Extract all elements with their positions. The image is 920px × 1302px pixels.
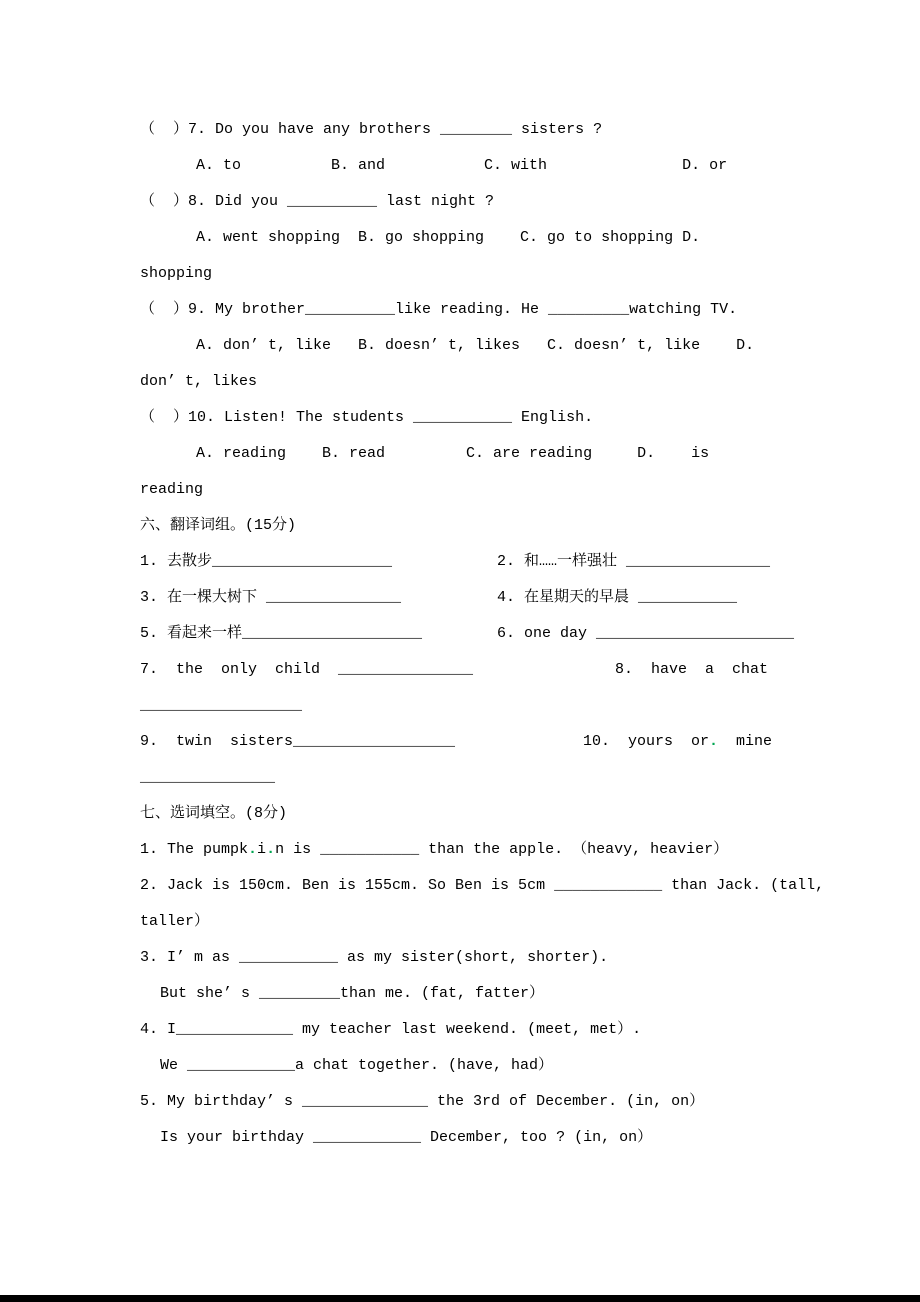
mc-question-7-options: A. to B. and C. with D. or bbox=[196, 157, 728, 174]
proofing-dot: . bbox=[709, 733, 719, 750]
translation-item-6: 6. one day ______________________ bbox=[497, 625, 795, 642]
mc-question-10-options: A. reading B. read C. are reading D. is bbox=[196, 445, 710, 462]
fill-blank-item-4-second-sentence: We ____________a chat together. (have, had） bbox=[160, 1057, 554, 1074]
text-run: i bbox=[257, 841, 267, 858]
mc-question-10-stem: （ ）10. Listen! The students ___________ English. bbox=[140, 409, 594, 426]
mc-question-8-options: A. went shopping B. go shopping C. go to shopping D. bbox=[196, 229, 701, 246]
section7-title: 七、选词填空。(8分) bbox=[140, 805, 288, 822]
mc-question-9-option-continuation: don’ t, likes bbox=[140, 373, 258, 390]
translation-item-7: 7. the only child _______________ bbox=[140, 661, 474, 678]
fill-blank-item-3-second-sentence: But she’ s _________than me. (fat, fatter） bbox=[160, 985, 545, 1002]
translation-item-9: 9. twin sisters__________________ bbox=[140, 733, 456, 750]
translation-item-4: 4. 在星期天的早晨 ___________ bbox=[497, 589, 738, 606]
translation-item-5: 5. 看起来一样____________________ bbox=[140, 625, 423, 642]
fill-blank-item-2: 2. Jack is 150cm. Ben is 155cm. So Ben is 5cm ____________ than Jack. (tall, bbox=[140, 877, 825, 894]
mc-question-8-stem: （ ）8. Did you __________ last night ? bbox=[140, 193, 495, 210]
translation-item-10-blank-continuation: _______________ bbox=[140, 769, 276, 786]
translation-item-8-blank-continuation: __________________ bbox=[140, 697, 303, 714]
proofing-dot: . bbox=[248, 841, 258, 858]
fill-blank-item-5: 5. My birthday’ s ______________ the 3rd of December. (in, on） bbox=[140, 1093, 705, 1110]
translation-row-2 bbox=[140, 580, 870, 616]
fill-blank-item-2-continuation: taller） bbox=[140, 913, 210, 930]
translation-item-2: 2. 和……一样强壮 ________________ bbox=[497, 553, 771, 570]
text-run: 10. yours or bbox=[583, 733, 710, 750]
mc-question-7-stem: （ ）7. Do you have any brothers ________ sisters ? bbox=[140, 121, 603, 138]
translation-item-3: 3. 在一棵大树下 _______________ bbox=[140, 589, 402, 606]
mc-question-9-stem: （ ）9. My brother__________like reading. He _________watching TV. bbox=[140, 301, 738, 318]
fill-blank-item-1 bbox=[140, 832, 870, 868]
translation-item-8: 8. have a chat bbox=[615, 661, 769, 678]
scan-edge-artifact bbox=[0, 1295, 920, 1302]
translation-item-1: 1. 去散步____________________ bbox=[140, 553, 393, 570]
translation-row-1 bbox=[140, 544, 870, 580]
mc-question-8-option-continuation: shopping bbox=[140, 265, 213, 282]
fill-blank-item-3: 3. I’ m as ___________ as my sister(short, shorter). bbox=[140, 949, 609, 966]
text-run: 1. The pumpk bbox=[140, 841, 249, 858]
section6-title: 六、翻译词组。(15分) bbox=[140, 517, 297, 534]
fill-blank-item-5-second-sentence: Is your birthday ____________ December, too ? (in, on） bbox=[160, 1129, 653, 1146]
translation-item-10 bbox=[583, 724, 772, 760]
exam-content bbox=[140, 112, 870, 1156]
translation-row-4 bbox=[140, 652, 870, 688]
translation-row-3 bbox=[140, 616, 870, 652]
mc-question-9-options: A. don’ t, like B. doesn’ t, likes C. doesn’ t, like D. bbox=[196, 337, 755, 354]
text-run: mine bbox=[718, 733, 773, 750]
proofing-dot: . bbox=[266, 841, 276, 858]
text-run: n is ___________ than the apple. （heavy, heavier） bbox=[275, 841, 729, 858]
mc-question-10-option-continuation: reading bbox=[140, 481, 204, 498]
fill-blank-item-4: 4. I_____________ my teacher last weekend. (meet, met）. bbox=[140, 1021, 642, 1038]
translation-row-5 bbox=[140, 724, 870, 760]
